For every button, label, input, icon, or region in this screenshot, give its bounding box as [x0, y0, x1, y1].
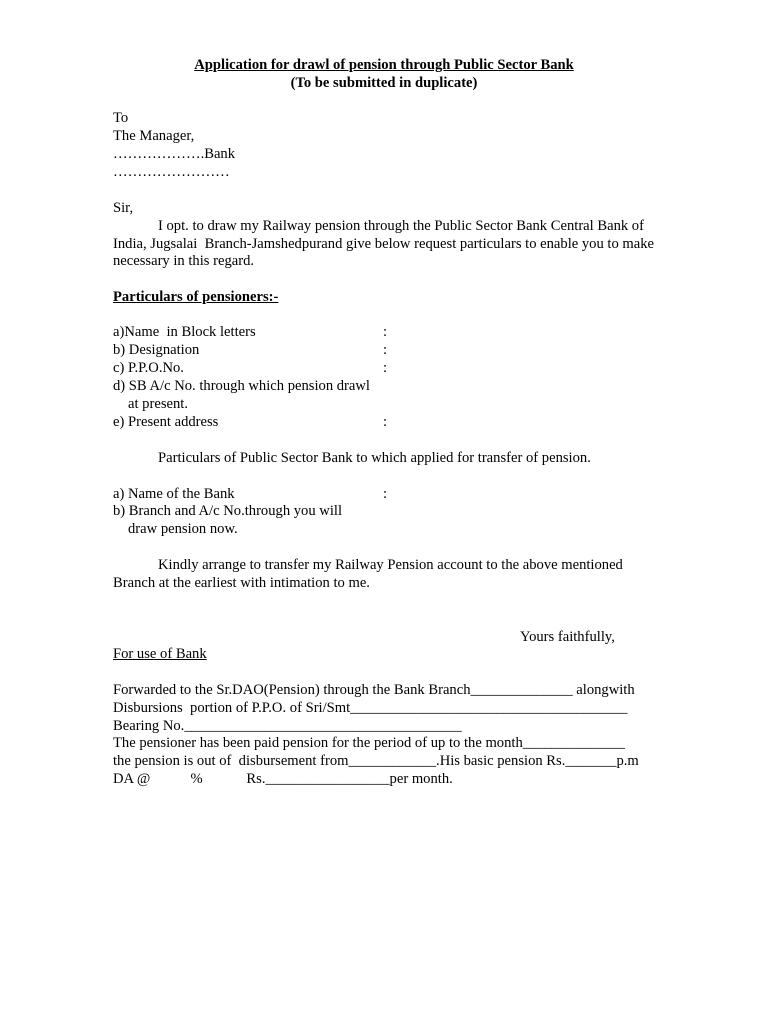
- bank-name: a) Name of the Bank: [113, 486, 235, 502]
- bank-use-line-2: Disbursions portion of P.P.O. of Sri/Smt______________________________________: [113, 700, 628, 716]
- particular-ppo-colon: :: [383, 360, 388, 376]
- particular-sb-account-cont: at present.: [128, 396, 188, 412]
- particular-ppo: c) P.P.O.No.: [113, 360, 184, 376]
- particular-sb-account: d) SB A/c No. through which pension drawl: [113, 378, 370, 394]
- bank-use-line-6: DA @ % Rs._________________per month.: [113, 771, 453, 787]
- particulars-heading: Particulars of pensioners:-: [113, 289, 279, 305]
- request-line-1: Kindly arrange to transfer my Railway Pension account to the above mentioned: [158, 557, 623, 573]
- address-manager: The Manager,: [113, 128, 195, 144]
- body-line-1: I opt. to draw my Railway pension through the Public Sector Bank Central Bank of: [158, 218, 644, 234]
- bank-particulars-heading: Particulars of Public Sector Bank to which applied for transfer of pension.: [158, 450, 591, 466]
- particular-address: e) Present address: [113, 414, 219, 430]
- request-line-2: Branch at the earliest with intimation to me.: [113, 575, 370, 591]
- closing: Yours faithfully,: [520, 629, 615, 645]
- salutation: Sir,: [113, 200, 134, 216]
- address-dots: ……………………: [113, 164, 230, 180]
- particular-designation-colon: :: [383, 342, 388, 358]
- bank-use-line-3: Bearing No.______________________________________: [113, 718, 462, 734]
- particular-name: a)Name in Block letters: [113, 324, 256, 340]
- body-line-2: India, Jugsalai Branch-Jamshedpurand give below request particulars to enable you to make: [113, 236, 655, 252]
- bank-use-line-1: Forwarded to the Sr.DAO(Pension) through the Bank Branch______________ alongwith: [113, 682, 635, 698]
- address-bank: ……………….Bank: [113, 146, 236, 162]
- bank-branch-cont: draw pension now.: [128, 521, 238, 537]
- bank-use-line-5: the pension is out of disbursement from____________.His basic pension Rs._______p.m: [113, 753, 639, 769]
- bank-use-line-4: The pensioner has been paid pension for the period of up to the month______________: [113, 735, 625, 751]
- particular-address-colon: :: [383, 414, 388, 430]
- particular-name-colon: :: [383, 324, 388, 340]
- address-to: To: [113, 110, 129, 126]
- body-line-3: necessary in this regard.: [113, 253, 255, 269]
- document-subtitle: (To be submitted in duplicate): [290, 75, 478, 91]
- bank-use-heading: For use of Bank: [113, 646, 207, 662]
- bank-branch: b) Branch and A/c No.through you will: [113, 503, 343, 519]
- document-title: Application for drawl of pension through Public Sector Bank: [194, 57, 574, 73]
- particular-designation: b) Designation: [113, 342, 200, 358]
- bank-name-colon: :: [383, 486, 388, 502]
